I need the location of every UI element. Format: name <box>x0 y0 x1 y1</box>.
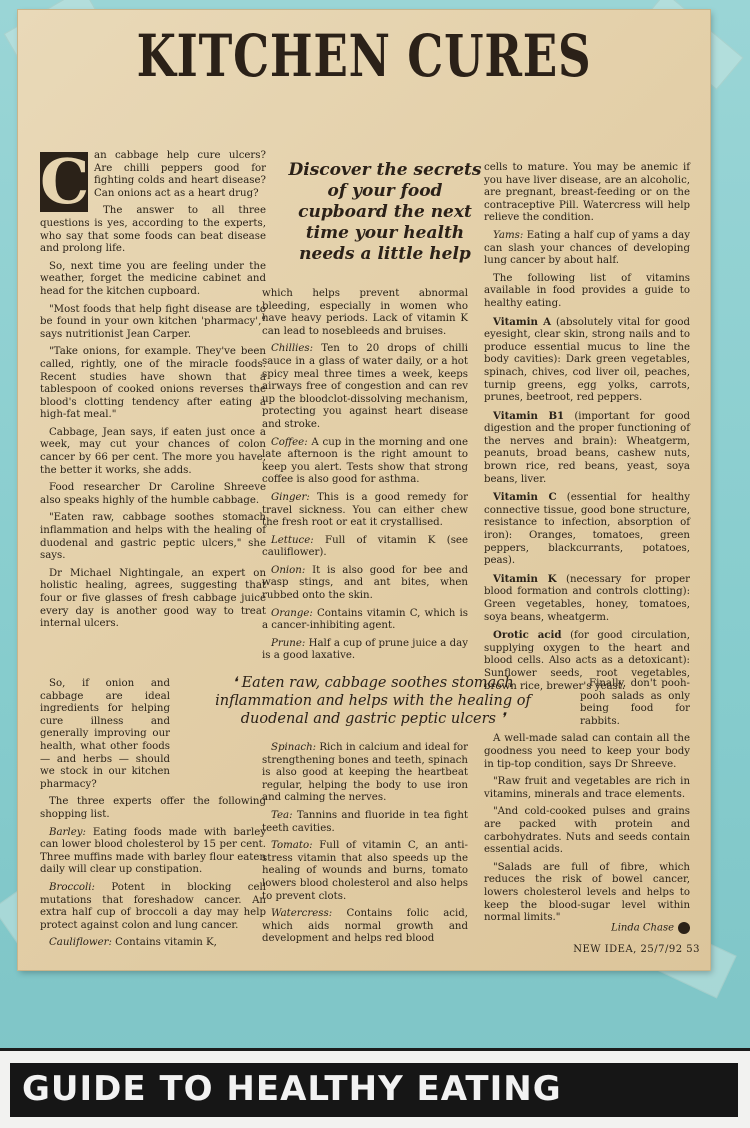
paragraph: Vitamin B1 (important for good digestion and the proper functioning of the nerves and brain): Wheatgerm, peanuts, broad beans, cashew nuts, brown rice, red beans, yeast, soya beans, liver. <box>484 409 690 485</box>
publication-footer: NEW IDEA, 25/7/92 53 <box>573 944 700 955</box>
paragraph: C an cabbage help cure ulcers? Are chilli peppers good for fighting colds and heart disease? Can onions act as a heart drug? <box>40 145 266 218</box>
paragraph: which helps prevent abnormal bleeding, especially in women who have heavy periods. Lack of vitamin K can lead to nosebleeds and bruises. <box>262 288 468 337</box>
paragraph: Yams: Eating a half cup of yams a day can slash your chances of developing lung cancer by about half. <box>484 229 690 267</box>
paragraph: cells to mature. You may be anemic if you have liver disease, are an alcoholic, are pregnant, breast-feeding or on the contraceptive Pill. Watercress will help relieve the condition. <box>484 162 691 224</box>
paragraph: "Raw fruit and vegetables are rich in vitamins, minerals and trace elements. <box>484 776 690 800</box>
paragraph: "Most foods that help fight disease are to be found in your own kitchen 'pharmacy'," says nutritionist Jean Carper. <box>40 303 266 340</box>
paragraph: Prune: Half a cup of prune juice a day is a good laxative. <box>262 637 468 662</box>
paragraph: Food researcher Dr Caroline Shreeve also speaks highly of the humble cabbage. <box>40 482 266 506</box>
paragraph: "Eaten raw, cabbage soothes stomach inflammation and helps with the healing of duodenal and gastric peptic ulcers," she says. <box>40 512 266 562</box>
newspaper-clipping <box>18 10 710 970</box>
paragraph: Onion: It is also good for bee and wasp stings, and ant bites, when rubbed onto the skin. <box>262 564 468 602</box>
paragraph: "And cold-cooked pulses and grains are packed with protein and carbohydrates. Nuts and seeds contain essential acids. <box>484 806 690 856</box>
pull-quote: ❛ Eaten raw, cabbage soothes stomach inflammation and helps with the healing of duodenal and gastric peptic ulcers ❜ <box>215 675 531 727</box>
column-1 <box>40 145 266 636</box>
paragraph: Cabbage, Jean says, if eaten just once a week, may cut your chances of colon cancer by 66 per cent. The more you have, the better it works, she adds. <box>40 426 266 476</box>
byline: Linda Chase <box>611 922 690 934</box>
paragraph: Coffee: A cup in the morning and one late afternoon is the right amount to keep you alert. Tests show that strong coffee is also good for asthma. <box>262 436 468 486</box>
paragraph: Ginger: This is a good remedy for travel sickness. You can either chew the fresh root or eat it crystallised. <box>262 491 468 529</box>
paragraph: So, next time you are feeling under the weather, forget the medicine cabinet and head for the kitchen cupboard. <box>40 260 266 297</box>
paragraph: "Take onions, for example. They've been called, rightly, one of the miracle foods. Recent studies have shown that a tablespoon of cooked onions reverses the blood's clotting tendency after eating a high-fat meal." <box>40 346 266 421</box>
paragraph: So, if onion and cabbage are ideal ingredients for helping cure illness and generally improving our health, what other foods — and herbs — should we stock in our kitchen pharmacy? <box>40 678 170 790</box>
paragraph: The following list of vitamins available in food provides a guide to healthy eating. <box>484 272 690 309</box>
paragraph: Lettuce: Full of vitamin K (see cauliflower). <box>262 534 468 559</box>
banner-text: GUIDE TO HEALTHY EATING <box>22 1069 562 1109</box>
drop-cap: C <box>40 145 90 218</box>
paragraph: Dr Michael Nightingale, an expert on holistic healing, agrees, suggesting that four or five glasses of fresh cabbage juice every day is another good way to treat internal ulcers. <box>40 567 266 630</box>
deck-subheading: Discover the secrets of your food cupboard the next time your health needs a little help <box>288 160 482 264</box>
paragraph: "Salads are full of fibre, which reduces the risk of bowel cancer, lowers cholesterol levels and helps to keep the blood-sugar level within normal limits." <box>484 861 690 924</box>
column-2-lower <box>262 742 468 951</box>
paragraph: The three experts offer the following shopping list. <box>40 796 266 820</box>
paragraph: Vitamin K (necessary for proper blood formation and controls clotting): Green vegetables, honey, tomatoes, soya beans, wheatgerm. <box>484 572 690 623</box>
paragraph: Tea: Tannins and fluoride in tea fight teeth cavities. <box>262 809 468 834</box>
paragraph: Cauliflower: Contains vitamin K, <box>49 937 217 949</box>
paragraph: Orotic acid (for good circulation, supplying oxygen to the heart and blood cells. Also acts as a detoxicant): Sunflower seeds, root vegetables, brown rice, brewer's yeast. <box>484 629 690 692</box>
banner-strip <box>0 1048 750 1128</box>
paragraph: Orange: Contains vitamin C, which is a cancer-inhibiting agent. <box>262 607 468 632</box>
paragraph: Broccoli: Potent in blocking cell mutations that foreshadow cancer. An extra half cup of broccoli a day may help protect against colon and lung cancer. <box>40 881 266 931</box>
end-mark-icon <box>678 922 690 934</box>
column-3 <box>484 162 690 698</box>
column-2 <box>262 288 468 668</box>
paragraph: The answer to all three questions is yes, according to the experts, who say that some foods can beat disease and prolong life. <box>40 205 266 255</box>
paragraph: Watercress: Contains folic acid, which aids normal growth and development and helps red blood <box>262 908 468 945</box>
paragraph: Tomato: Full of vitamin C, an anti-stress vitamin that also speeds up the healing of wounds and burns, tomato lowers blood cholesterol and also helps to prevent clots. <box>262 840 468 902</box>
paragraph: Spinach: Rich in calcium and ideal for strengthening bones and teeth, spinach is also good at keeping the heartbeat regular, helping the body to use iron and calming the nerves. <box>262 742 468 804</box>
paragraph: Barley: Eating foods made with barley can lower blood cholesterol by 15 per cent. Three muffins made with barley flour eaten daily will clear up constipation. <box>40 826 266 876</box>
paragraph: Chillies: Ten to 20 drops of chilli sauce in a glass of water daily, or a hot spicy meal three times a week, keeps airways free of congestion and can rev up the bloodclot-dissolving mechanism, protecting you against heart disease and stroke. <box>262 343 468 430</box>
paragraph: Vitamin C (essential for healthy connective tissue, good bone structure, resistance to infection, absorption of iron): Oranges, tomatoes, green peppers, blackcurrants, potatoes, peas). <box>484 491 690 567</box>
paragraph: Finally, don't pooh-pooh salads as only being food for rabbits. <box>580 678 690 727</box>
paragraph: A well-made salad can contain all the goodness you need to keep your body in tip-top condition, says Dr Shreeve. <box>484 733 690 770</box>
headline: KITCHEN CURES <box>136 22 592 90</box>
paragraph: Vitamin A (absolutely vital for good eyesight, clear skin, strong nails and to produce essential mucus to line the body cavities): Dark green vegetables, spinach, chives, cod liver oil, peaches, turnip greens, egg yolks, carrots, prunes, beetroot, red peppers. <box>484 315 690 404</box>
